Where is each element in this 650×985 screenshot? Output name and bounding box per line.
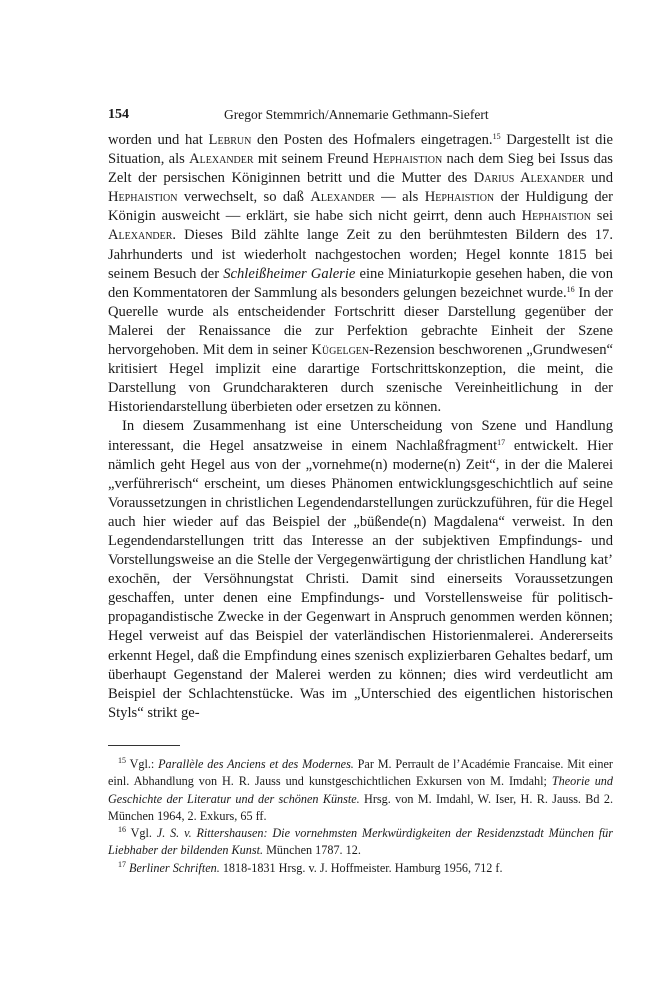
text-run: sei (591, 208, 613, 225)
small-caps-name: Hephaistion (108, 189, 178, 206)
text-run: der Huldigung der Königin ausweicht — erklärt, sie habe sich nicht geirrt, denn auch (108, 189, 613, 225)
text-run: und (584, 170, 613, 187)
footnotes (108, 756, 613, 877)
small-caps-name: Hephaistion (372, 151, 443, 168)
small-caps-name: Alexander (189, 151, 254, 168)
footnote-15 (108, 756, 613, 825)
text-run: In diesem Zusammenhang ist eine Unterscheidung von Szene und Handlung interessant, die Hegel ansatzweise in einem Nachlaßfragment (108, 418, 613, 454)
text-run: worden und hat (108, 132, 209, 148)
text-run: 1818-1831 Hrsg. v. J. Hoffmeister. Hamburg 1956, 712 f. (219, 860, 503, 875)
main-text (108, 131, 613, 723)
small-caps-name: Hephaistion (424, 189, 495, 206)
text-run: — als (374, 189, 425, 206)
running-head: Gregor Stemmrich/Annemarie Gethmann-Siefert (224, 107, 489, 122)
text-run: Dargestellt ist die Situation, als (108, 132, 614, 168)
paragraph (108, 131, 613, 417)
italic-text: J. S. v. Rittershausen: Die vornehmsten Merkwürdigkeiten der Residenzstadt München für Liebhaber der bildenden Kunst. (108, 826, 614, 858)
text-run: -Rezension beschworenen „Grundwesen“ kritisiert Hegel implizit eine darartige Fortschrittskonzeption, die meint, die Darstellung von Grundcharakteren durch szenische Vereinheitlichung in der Historiendarstellung überbieten oder ersetzen zu können. (108, 342, 613, 416)
text-run: Hrsg. von M. Imdahl, W. Iser, H. R. Jauss. Bd 2. München 1964, 2. Exkurs, 65 ff. (108, 791, 613, 823)
small-caps-name: Darius Alexander (473, 170, 585, 187)
small-caps-name: Alexander (310, 189, 375, 206)
text-run: mit seinem Freund (253, 151, 373, 168)
italic-text: Theorie und Geschichte der Literatur und der schönen Künste. (108, 774, 613, 806)
footnote-ref: 17 (497, 437, 506, 447)
footnote-ref: 16 (118, 825, 126, 835)
text-run: . Dieses Bild zählte lange Zeit zu den berühmtesten Bildern des 17. Jahrhunderts und ist wiederholt nachgestochen worden; Hegel konnte 1815 bei seinem Besuch der (108, 227, 613, 282)
text-run: entwickelt. Hier nämlich geht Hegel aus von der „vornehme(n) moderne(n) Zeit“, in der die Malerei „verführerisch“ erscheint, um dieses Phänomen entwicklungsgeschichtlich auf seine Voraussetzungen in christlichen Legendendarstellungen zurückzuführen, für die Hegel auch hier wieder auf das Beispiel der „büßende(n) Magdalena“ verweist. In den Legendendarstellungen tritt das Interesse an der subjektiven Empfindungs- und Vorstellungsweise an die Stelle der Vergegenwärtigung der christlichen Handlung kat’ exochēn, der Versöhnungstat Christi. Damit sind einerseits Voraussetzungen geschaffen, unter denen eine Empfindungs- und Vorstellensweise für politisch-propagandistische Zwecke in der Gegenwart in Anspruch genommen werden können; Hegel verweist auf das Beispiel der vaterländischen Historienmalerei. Andererseits erkennt Hegel, daß die Empfindung eines szenisch explizierbaren Gehaltes bedarf, um überhaupt Gegenstand der Malerei werden zu können; dies wird verdeutlicht am Beispiel der Schlachtenstücke. Was im „Unterschied des eigentlichen historischen Styls“ strikt ge- (108, 437, 613, 721)
text-run: In der Querelle wurde als entscheidender Fortschritt dieser Darstellung gegenüber der Malerei der Renaissance die zur Perfektion gebrachte Einheit der Szene hervorgehoben. Mit dem in seiner (108, 284, 613, 359)
text-run: nach dem Sieg bei Issus das Zelt der persischen Königinnen betritt und die Mutter des (108, 151, 613, 187)
text-run: Vgl. (126, 826, 157, 841)
small-caps-name: Lebrun (208, 132, 252, 148)
text-run: Vgl.: (126, 757, 159, 771)
paragraph (108, 417, 613, 723)
footnote-ref: 15 (118, 756, 126, 765)
footnote-divider (108, 745, 180, 746)
text-run: eine Miniaturkopie gesehen haben, die von den Kommentatoren der Sammlung als besonders gelungen bezeichnet wurde. (108, 265, 613, 301)
text-run: den Posten des Hofmalers eingetragen. (251, 132, 493, 148)
page-number: 154 (108, 107, 129, 122)
small-caps-name: Kügelgen (311, 342, 370, 359)
text-run: Par M. Perrault de l’Académie Francaise. Mit einer einl. Abhandlung von H. R. Jauss und kunstgeschichtlichen Exkursen von M. Imdahl; (108, 757, 613, 789)
text-run: verwechselt, so daß (177, 189, 311, 206)
text-run: München 1787. 12. (263, 843, 361, 858)
small-caps-name: Hephaistion (521, 208, 592, 225)
footnote-ref: 15 (492, 132, 501, 141)
footnote-ref: 16 (566, 284, 575, 294)
italic-text: Berliner Schriften. (129, 860, 220, 875)
small-caps-name: Alexander (108, 227, 173, 244)
footnote-17 (108, 860, 613, 877)
italic-text: Parallèle des Anciens et des Modernes. (158, 757, 354, 771)
footnote-16 (108, 825, 613, 860)
footnote-ref: 17 (118, 859, 126, 869)
italic-text: Schleißheimer Galerie (223, 265, 356, 282)
